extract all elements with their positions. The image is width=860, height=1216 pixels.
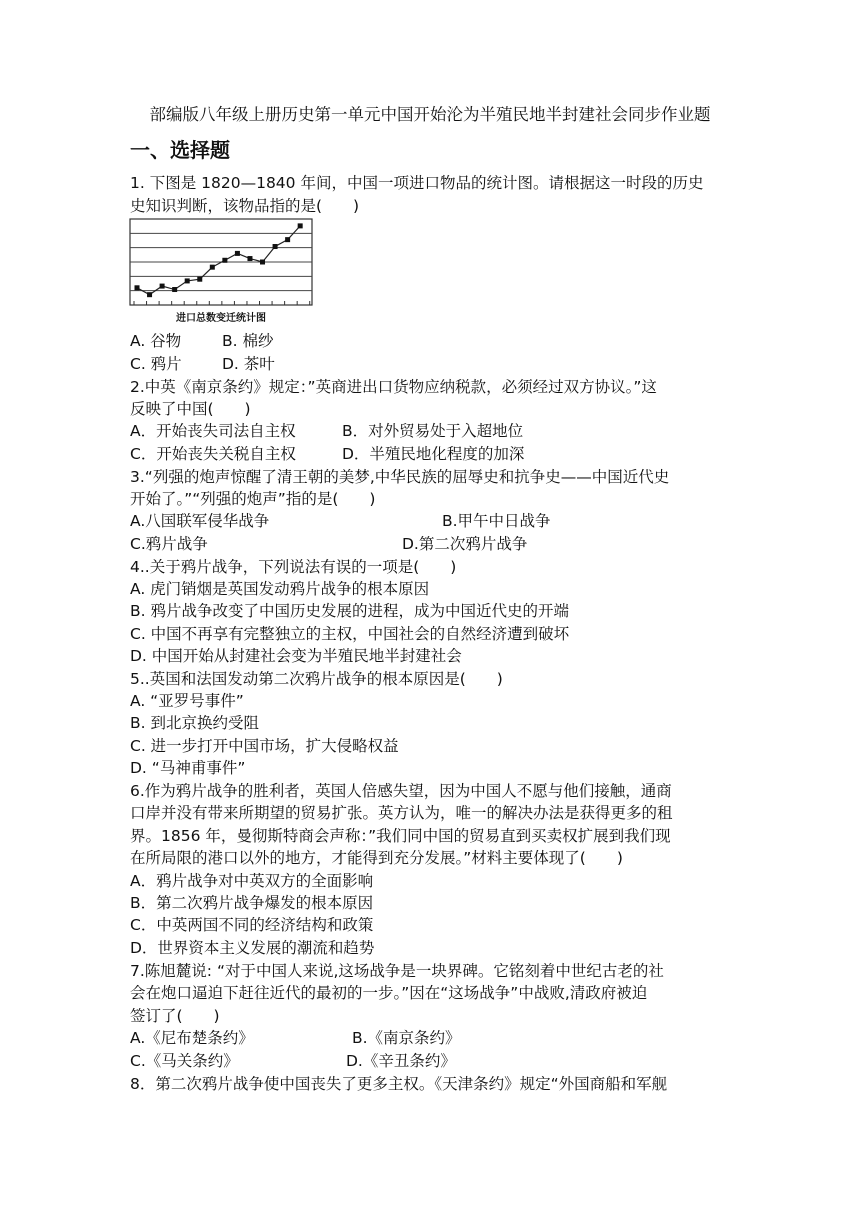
- q1-chart-caption: 进口总数变迁统计图: [176, 313, 266, 324]
- q7-options-row2: [130, 1050, 456, 1072]
- q5-stem: 5..英国和法国发动第二次鸦片战争的根本原因是( ): [130, 670, 503, 688]
- q5-option-a: A. “亚罗号事件”: [130, 692, 244, 710]
- q3-options-row2: [130, 533, 527, 555]
- q1-option-b: B. 棉纱: [222, 332, 274, 350]
- q7-stem-line1: 7.陈旭麓说: “对于中国人来说,这场战争是一块界碑。它铭刻着中世纪古老的社: [130, 962, 664, 980]
- section-heading: 一、选择题: [130, 138, 230, 162]
- q7-option-b: B.《南京条约》: [352, 1029, 461, 1047]
- chart-data-point: [222, 258, 227, 263]
- q3-options-row1: [130, 510, 551, 532]
- q1-chart: [128, 217, 318, 327]
- q2-stem-line1: 2.中英《南京条约》规定：”英商进出口货物应纳税款，必须经过双方协议。”这: [130, 378, 657, 396]
- chart-data-point: [185, 278, 190, 283]
- q7-option-d: D.《辛丑条约》: [346, 1052, 456, 1070]
- q6-stem-line4: 在所局限的港口以外的地方，才能得到充分发展。”材料主要体现了( ): [130, 849, 623, 867]
- q2-options-row1: [130, 420, 523, 442]
- chart-data-point: [285, 237, 290, 242]
- chart-data-point: [147, 292, 152, 297]
- q2-stem-line2: 反映了中国( ): [130, 400, 251, 418]
- q6-option-c: C．中英两国不同的经济结构和政策: [130, 916, 374, 934]
- q1-stem-line2: 史知识判断，该物品指的是( ): [130, 197, 360, 215]
- q1-option-c: C. 鸦片: [130, 355, 182, 373]
- q4-option-c: C. 中国不再享有完整独立的主权，中国社会的自然经济遭到破坏: [130, 625, 570, 643]
- q3-option-a: A.八国联军侵华战争: [130, 512, 270, 530]
- q1-chart-svg: [128, 217, 318, 312]
- chart-data-point: [160, 284, 165, 289]
- chart-data-point: [247, 256, 252, 261]
- q7-stem-line2: 会在炮口逼迫下赶往近代的最初的一步。”因在“这场战争”中战败,清政府被迫: [130, 984, 648, 1002]
- q2-option-b: B．对外贸易处于入超地位: [342, 422, 524, 440]
- q6-stem-line1: 6.作为鸦片战争的胜利者，英国人倍感失望，因为中国人不愿与他们接触，通商: [130, 782, 672, 800]
- q5-option-d: D. “马神甫事件”: [130, 759, 246, 777]
- q6-option-d: D．世界资本主义发展的潮流和趋势: [130, 939, 375, 957]
- q5-option-b: B. 到北京换约受阻: [130, 714, 259, 732]
- q1-option-a: A. 谷物: [130, 332, 182, 350]
- q2-options-row2: [130, 443, 524, 465]
- chart-data-point: [235, 251, 240, 256]
- chart-data-point: [197, 277, 202, 282]
- chart-data-point: [298, 223, 303, 228]
- q4-option-b: B. 鸦片战争改变了中国历史发展的进程，成为中国近代史的开端: [130, 602, 569, 620]
- q6-option-a: A．鸦片战争对中英双方的全面影响: [130, 872, 374, 890]
- chart-data-point: [135, 285, 140, 290]
- q6-option-b: B．第二次鸦片战争爆发的根本原因: [130, 894, 374, 912]
- q6-stem-line2: 口岸并没有带来所期望的贸易扩张。英方认为，唯一的解决办法是获得更多的租: [130, 804, 673, 822]
- q3-stem-line2: 开始了。”“列强的炮声”指的是( ): [130, 490, 376, 508]
- q6-stem-line3: 界。1856 年，曼彻斯特商会声称：”我们同中国的贸易直到买卖权扩展到我们现: [130, 827, 671, 845]
- chart-data-point: [273, 244, 278, 249]
- q7-option-a: A.《尼布楚条约》: [130, 1029, 254, 1047]
- q1-option-d: D. 茶叶: [222, 355, 275, 373]
- q1-stem-line1: 1. 下图是 1820—1840 年间，中国一项进口物品的统计图。请根据这一时段的历史: [130, 174, 704, 192]
- q7-options-row1: [130, 1027, 461, 1049]
- q2-option-c: C．开始丧失关税自主权: [130, 445, 296, 463]
- q4-option-a: A. 虎门销烟是英国发动鸦片战争的根本原因: [130, 580, 430, 598]
- chart-data-point: [210, 265, 215, 270]
- q7-option-c: C.《马关条约》: [130, 1052, 239, 1070]
- q3-option-c: C.鸦片战争: [130, 535, 208, 553]
- q7-stem-line3: 签订了( ): [130, 1007, 220, 1025]
- q2-option-d: D．半殖民地化程度的加深: [342, 445, 525, 463]
- q8-stem-line1: 8．第二次鸦片战争使中国丧失了更多主权。《天津条约》规定“外国商船和军舰: [130, 1075, 668, 1093]
- q2-option-a: A．开始丧失司法自主权: [130, 422, 296, 440]
- chart-data-point: [172, 287, 177, 292]
- q4-option-d: D. 中国开始从封建社会变为半殖民地半封建社会: [130, 647, 462, 665]
- chart-data-point: [260, 260, 265, 265]
- q1-options-row2: [130, 353, 275, 375]
- q5-option-c: C. 进一步打开中国市场，扩大侵略权益: [130, 737, 399, 755]
- q3-stem-line1: 3.“列强的炮声惊醒了清王朝的美梦,中华民族的屈辱史和抗争史——中国近代史: [130, 468, 670, 486]
- q1-options-row1: [130, 330, 274, 352]
- q3-option-b: B.甲午中日战争: [442, 512, 551, 530]
- document-title: 部编版八年级上册历史第一单元中国开始沦为半殖民地半封建社会同步作业题: [149, 105, 711, 124]
- q4-stem: 4..关于鸦片战争，下列说法有误的一项是( ): [130, 558, 457, 576]
- q3-option-d: D.第二次鸦片战争: [402, 535, 528, 553]
